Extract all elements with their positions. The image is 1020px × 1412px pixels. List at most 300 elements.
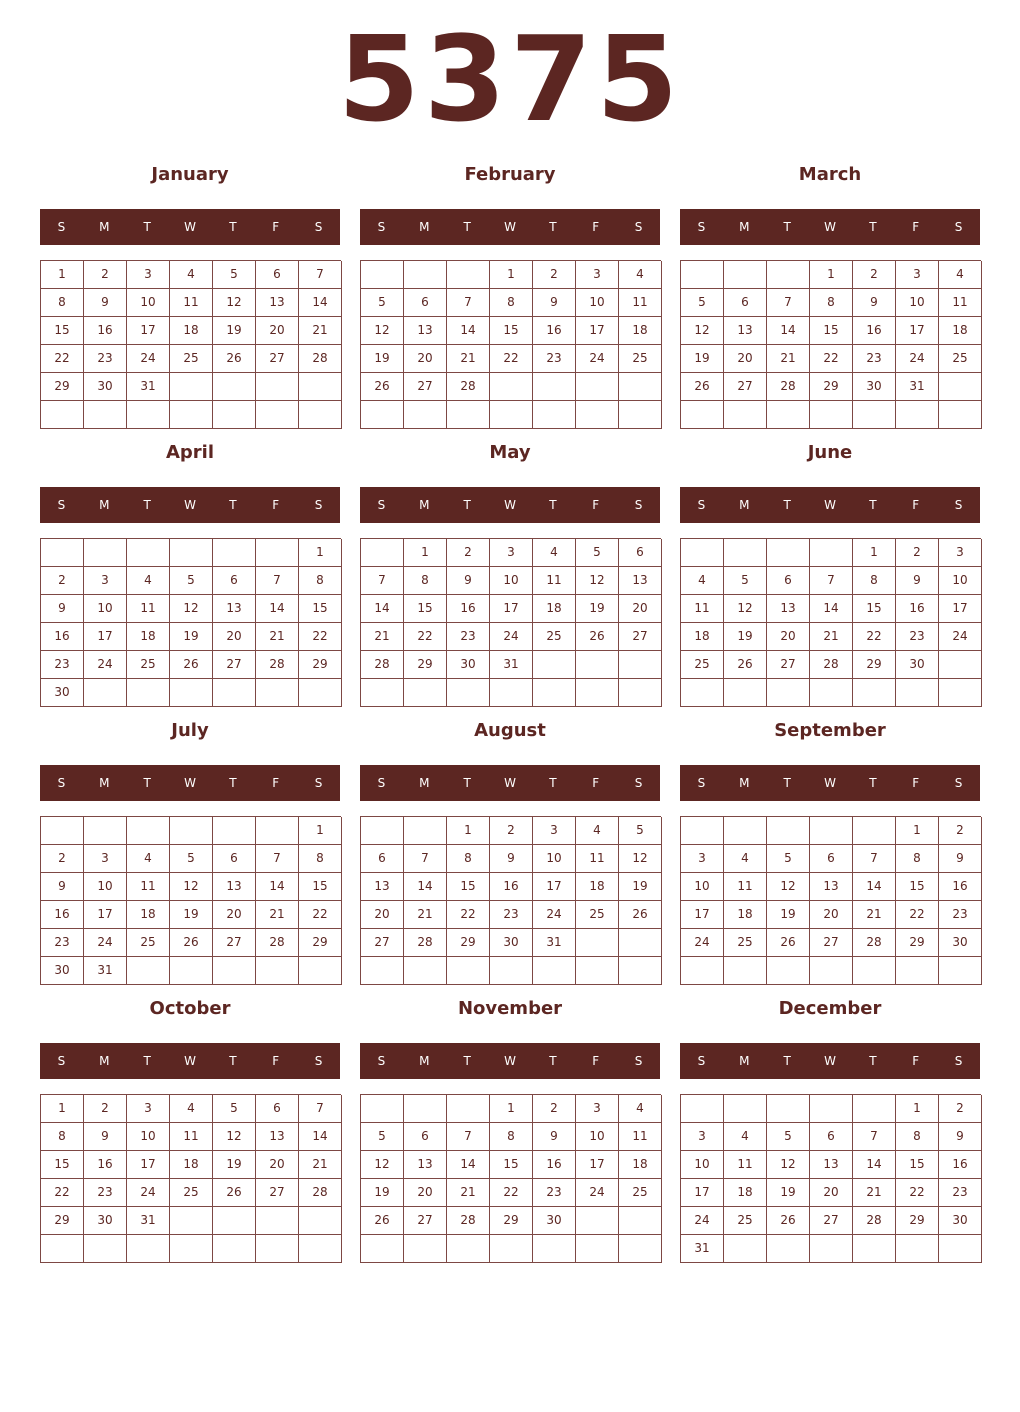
day-cell: 12: [170, 873, 213, 901]
day-cell: 4: [619, 1095, 662, 1123]
day-grid: [40, 1094, 341, 1263]
empty-cell: [256, 1235, 299, 1263]
day-cell: 28: [361, 651, 404, 679]
weekday-label: S: [634, 776, 643, 790]
weekday-label: S: [57, 1054, 66, 1068]
empty-cell: [490, 957, 533, 985]
empty-cell: [681, 401, 724, 429]
day-cell: 20: [724, 345, 767, 373]
weekday-label: T: [783, 776, 791, 790]
day-cell: 10: [127, 289, 170, 317]
empty-cell: [447, 957, 490, 985]
empty-cell: [299, 1207, 342, 1235]
day-cell: 25: [127, 651, 170, 679]
day-cell: 11: [127, 873, 170, 901]
day-cell: 11: [724, 873, 767, 901]
day-cell: 7: [404, 845, 447, 873]
day-cell: 22: [299, 623, 342, 651]
day-cell: 12: [767, 873, 810, 901]
day-cell: 5: [213, 261, 256, 289]
month-name: May: [489, 442, 531, 463]
day-cell: 9: [533, 289, 576, 317]
empty-cell: [681, 817, 724, 845]
empty-cell: [619, 401, 662, 429]
empty-cell: [361, 1235, 404, 1263]
empty-cell: [361, 679, 404, 707]
day-cell: 15: [447, 873, 490, 901]
day-cell: 17: [681, 1179, 724, 1207]
weekday-label: S: [57, 220, 66, 234]
day-cell: 22: [490, 345, 533, 373]
empty-cell: [576, 929, 619, 957]
empty-cell: [84, 539, 127, 567]
empty-cell: [127, 401, 170, 429]
empty-cell: [724, 401, 767, 429]
empty-cell: [853, 401, 896, 429]
empty-cell: [41, 817, 84, 845]
day-cell: 30: [896, 651, 939, 679]
empty-cell: [170, 679, 213, 707]
empty-cell: [724, 539, 767, 567]
day-cell: 1: [447, 817, 490, 845]
day-cell: 25: [724, 929, 767, 957]
empty-cell: [767, 1235, 810, 1263]
empty-cell: [84, 679, 127, 707]
empty-cell: [404, 1095, 447, 1123]
day-cell: 7: [810, 567, 853, 595]
day-cell: 22: [299, 901, 342, 929]
day-cell: 27: [213, 929, 256, 957]
day-cell: 13: [256, 1123, 299, 1151]
day-cell: 16: [84, 1151, 127, 1179]
empty-cell: [896, 1235, 939, 1263]
day-cell: 8: [447, 845, 490, 873]
day-cell: 20: [361, 901, 404, 929]
month-name: November: [457, 998, 563, 1019]
day-cell: 29: [41, 373, 84, 401]
day-cell: 8: [490, 289, 533, 317]
day-cell: 2: [84, 1095, 127, 1123]
day-cell: 17: [896, 317, 939, 345]
empty-cell: [127, 817, 170, 845]
weekday-header: [40, 487, 340, 523]
day-cell: 16: [533, 317, 576, 345]
empty-cell: [896, 679, 939, 707]
day-cell: 5: [170, 845, 213, 873]
weekday-header: [360, 209, 660, 245]
day-cell: 9: [41, 595, 84, 623]
empty-cell: [213, 679, 256, 707]
day-cell: 13: [404, 1151, 447, 1179]
empty-cell: [939, 401, 982, 429]
empty-cell: [810, 957, 853, 985]
empty-cell: [939, 651, 982, 679]
weekday-label: S: [697, 220, 706, 234]
empty-cell: [447, 261, 490, 289]
day-cell: 14: [853, 873, 896, 901]
weekday-label: M: [739, 1054, 750, 1068]
day-cell: 17: [939, 595, 982, 623]
weekday-label: F: [592, 498, 600, 512]
day-cell: 25: [576, 901, 619, 929]
empty-cell: [810, 539, 853, 567]
day-cell: 28: [256, 651, 299, 679]
empty-cell: [170, 401, 213, 429]
day-cell: 3: [896, 261, 939, 289]
day-cell: 3: [681, 1123, 724, 1151]
day-cell: 17: [576, 1151, 619, 1179]
weekday-label: T: [229, 1054, 237, 1068]
day-cell: 17: [84, 623, 127, 651]
empty-cell: [404, 401, 447, 429]
day-cell: 30: [41, 679, 84, 707]
day-cell: 11: [724, 1151, 767, 1179]
empty-cell: [490, 373, 533, 401]
month-name: October: [149, 998, 231, 1019]
empty-cell: [84, 1235, 127, 1263]
day-cell: 12: [170, 595, 213, 623]
day-cell: 24: [490, 623, 533, 651]
day-cell: 29: [896, 1207, 939, 1235]
day-cell: 20: [213, 901, 256, 929]
weekday-label: W: [504, 498, 516, 512]
empty-cell: [490, 679, 533, 707]
day-cell: 11: [170, 1123, 213, 1151]
empty-cell: [213, 373, 256, 401]
day-cell: 25: [127, 929, 170, 957]
day-cell: 31: [127, 373, 170, 401]
day-cell: 11: [939, 289, 982, 317]
weekday-label: F: [272, 498, 280, 512]
empty-cell: [767, 539, 810, 567]
day-cell: 15: [896, 873, 939, 901]
day-cell: 6: [810, 1123, 853, 1151]
day-cell: 3: [576, 1095, 619, 1123]
day-cell: 24: [896, 345, 939, 373]
weekday-label: F: [272, 776, 280, 790]
day-cell: 14: [404, 873, 447, 901]
day-cell: 30: [939, 1207, 982, 1235]
day-cell: 14: [256, 873, 299, 901]
day-cell: 9: [447, 567, 490, 595]
day-grid: [40, 538, 341, 707]
weekday-label: T: [783, 498, 791, 512]
day-cell: 18: [170, 317, 213, 345]
empty-cell: [681, 679, 724, 707]
empty-cell: [447, 1095, 490, 1123]
day-cell: 23: [533, 345, 576, 373]
day-cell: 19: [619, 873, 662, 901]
empty-cell: [361, 1095, 404, 1123]
day-cell: 24: [127, 1179, 170, 1207]
empty-cell: [170, 1207, 213, 1235]
day-cell: 28: [447, 1207, 490, 1235]
empty-cell: [939, 679, 982, 707]
day-cell: 17: [84, 901, 127, 929]
weekday-header: [40, 1043, 340, 1079]
empty-cell: [41, 539, 84, 567]
empty-cell: [576, 1235, 619, 1263]
weekday-label: S: [634, 498, 643, 512]
day-cell: 6: [404, 1123, 447, 1151]
empty-cell: [939, 957, 982, 985]
day-cell: 16: [490, 873, 533, 901]
month-name: July: [171, 720, 209, 741]
day-cell: 8: [404, 567, 447, 595]
day-cell: 10: [896, 289, 939, 317]
empty-cell: [724, 957, 767, 985]
day-cell: 9: [84, 289, 127, 317]
weekday-label: T: [143, 220, 151, 234]
day-cell: 29: [853, 651, 896, 679]
day-cell: 24: [576, 345, 619, 373]
day-cell: 15: [299, 595, 342, 623]
weekday-label: S: [697, 776, 706, 790]
day-cell: 20: [213, 623, 256, 651]
day-cell: 25: [619, 345, 662, 373]
day-cell: 31: [533, 929, 576, 957]
day-cell: 22: [404, 623, 447, 651]
day-cell: 20: [404, 345, 447, 373]
day-cell: 8: [490, 1123, 533, 1151]
empty-cell: [576, 401, 619, 429]
empty-cell: [361, 957, 404, 985]
day-cell: 13: [213, 595, 256, 623]
day-cell: 15: [853, 595, 896, 623]
weekday-label: T: [783, 1054, 791, 1068]
day-cell: 20: [767, 623, 810, 651]
empty-cell: [767, 679, 810, 707]
empty-cell: [576, 651, 619, 679]
day-cell: 15: [404, 595, 447, 623]
day-cell: 27: [810, 1207, 853, 1235]
day-cell: 1: [853, 539, 896, 567]
day-cell: 2: [533, 1095, 576, 1123]
weekday-label: T: [549, 1054, 557, 1068]
day-cell: 20: [810, 901, 853, 929]
day-grid: [360, 538, 661, 707]
day-cell: 4: [681, 567, 724, 595]
day-cell: 17: [127, 317, 170, 345]
day-cell: 26: [170, 651, 213, 679]
weekday-header: [40, 209, 340, 245]
day-cell: 29: [299, 651, 342, 679]
day-cell: 7: [853, 1123, 896, 1151]
day-cell: 14: [767, 317, 810, 345]
day-cell: 1: [404, 539, 447, 567]
day-cell: 17: [681, 901, 724, 929]
weekday-header: [40, 765, 340, 801]
weekday-label: S: [634, 220, 643, 234]
weekday-label: F: [272, 1054, 280, 1068]
empty-cell: [490, 1235, 533, 1263]
day-cell: 28: [810, 651, 853, 679]
day-cell: 14: [853, 1151, 896, 1179]
day-cell: 8: [41, 289, 84, 317]
day-cell: 4: [939, 261, 982, 289]
day-cell: 7: [256, 567, 299, 595]
weekday-label: S: [954, 220, 963, 234]
day-cell: 28: [404, 929, 447, 957]
day-cell: 23: [84, 345, 127, 373]
day-cell: 26: [767, 1207, 810, 1235]
day-cell: 2: [447, 539, 490, 567]
empty-cell: [170, 1235, 213, 1263]
weekday-label: F: [272, 220, 280, 234]
day-cell: 12: [724, 595, 767, 623]
empty-cell: [256, 817, 299, 845]
month-name: December: [778, 998, 882, 1019]
day-cell: 10: [84, 595, 127, 623]
empty-cell: [681, 261, 724, 289]
day-cell: 23: [853, 345, 896, 373]
day-cell: 19: [767, 901, 810, 929]
day-cell: 6: [213, 845, 256, 873]
day-cell: 28: [853, 929, 896, 957]
day-cell: 2: [41, 567, 84, 595]
day-cell: 3: [576, 261, 619, 289]
day-cell: 12: [213, 289, 256, 317]
day-cell: 18: [619, 1151, 662, 1179]
day-cell: 23: [447, 623, 490, 651]
day-cell: 22: [896, 1179, 939, 1207]
weekday-label: S: [377, 220, 386, 234]
day-cell: 7: [447, 1123, 490, 1151]
day-cell: 1: [41, 261, 84, 289]
day-cell: 31: [681, 1235, 724, 1263]
day-grid: [680, 538, 981, 707]
day-cell: 7: [853, 845, 896, 873]
day-cell: 26: [619, 901, 662, 929]
day-cell: 4: [576, 817, 619, 845]
day-cell: 18: [724, 901, 767, 929]
day-cell: 4: [724, 1123, 767, 1151]
empty-cell: [810, 1235, 853, 1263]
weekday-label: T: [869, 220, 877, 234]
day-cell: 20: [619, 595, 662, 623]
day-cell: 8: [810, 289, 853, 317]
day-cell: 16: [447, 595, 490, 623]
weekday-label: S: [954, 776, 963, 790]
day-cell: 2: [84, 261, 127, 289]
day-cell: 13: [213, 873, 256, 901]
day-cell: 3: [681, 845, 724, 873]
weekday-label: F: [592, 220, 600, 234]
empty-cell: [361, 401, 404, 429]
weekday-header: [360, 765, 660, 801]
weekday-label: M: [99, 498, 110, 512]
day-cell: 9: [533, 1123, 576, 1151]
empty-cell: [724, 679, 767, 707]
weekday-label: W: [504, 776, 516, 790]
day-cell: 26: [681, 373, 724, 401]
day-cell: 19: [361, 1179, 404, 1207]
empty-cell: [299, 679, 342, 707]
day-cell: 31: [127, 1207, 170, 1235]
weekday-label: S: [314, 776, 323, 790]
day-cell: 17: [490, 595, 533, 623]
month-name: September: [774, 720, 886, 741]
month-name: January: [151, 164, 229, 185]
day-cell: 14: [447, 1151, 490, 1179]
day-cell: 21: [361, 623, 404, 651]
day-cell: 30: [533, 1207, 576, 1235]
empty-cell: [447, 1235, 490, 1263]
empty-cell: [361, 539, 404, 567]
day-cell: 21: [299, 1151, 342, 1179]
day-cell: 30: [939, 929, 982, 957]
day-cell: 6: [361, 845, 404, 873]
empty-cell: [619, 651, 662, 679]
empty-cell: [533, 679, 576, 707]
weekday-label: T: [869, 1054, 877, 1068]
day-cell: 13: [724, 317, 767, 345]
day-cell: 7: [256, 845, 299, 873]
day-cell: 26: [361, 373, 404, 401]
empty-cell: [170, 957, 213, 985]
day-cell: 29: [404, 651, 447, 679]
day-cell: 11: [170, 289, 213, 317]
weekday-label: S: [697, 498, 706, 512]
day-cell: 9: [896, 567, 939, 595]
day-cell: 18: [170, 1151, 213, 1179]
day-cell: 7: [299, 261, 342, 289]
day-cell: 9: [41, 873, 84, 901]
day-cell: 22: [810, 345, 853, 373]
day-cell: 6: [619, 539, 662, 567]
weekday-label: T: [229, 776, 237, 790]
weekday-label: T: [463, 1054, 471, 1068]
weekday-label: M: [99, 776, 110, 790]
empty-cell: [170, 539, 213, 567]
empty-cell: [170, 817, 213, 845]
day-cell: 21: [256, 901, 299, 929]
empty-cell: [533, 401, 576, 429]
day-cell: 24: [681, 1207, 724, 1235]
day-cell: 29: [447, 929, 490, 957]
empty-cell: [724, 817, 767, 845]
day-cell: 20: [404, 1179, 447, 1207]
empty-cell: [810, 401, 853, 429]
weekday-header: [680, 765, 980, 801]
weekday-label: T: [463, 220, 471, 234]
day-grid: [360, 260, 661, 429]
day-cell: 23: [533, 1179, 576, 1207]
weekday-label: M: [99, 1054, 110, 1068]
day-cell: 2: [939, 1095, 982, 1123]
empty-cell: [767, 401, 810, 429]
day-cell: 15: [490, 317, 533, 345]
day-cell: 24: [533, 901, 576, 929]
weekday-label: W: [184, 1054, 196, 1068]
day-cell: 3: [84, 845, 127, 873]
day-cell: 31: [84, 957, 127, 985]
empty-cell: [361, 817, 404, 845]
weekday-label: M: [419, 1054, 430, 1068]
day-grid: [40, 816, 341, 985]
day-cell: 27: [256, 1179, 299, 1207]
empty-cell: [256, 679, 299, 707]
empty-cell: [853, 679, 896, 707]
day-cell: 14: [299, 1123, 342, 1151]
day-cell: 1: [490, 261, 533, 289]
day-cell: 26: [361, 1207, 404, 1235]
day-cell: 10: [490, 567, 533, 595]
empty-cell: [447, 401, 490, 429]
day-cell: 10: [84, 873, 127, 901]
weekday-label: S: [57, 498, 66, 512]
weekday-label: M: [99, 220, 110, 234]
